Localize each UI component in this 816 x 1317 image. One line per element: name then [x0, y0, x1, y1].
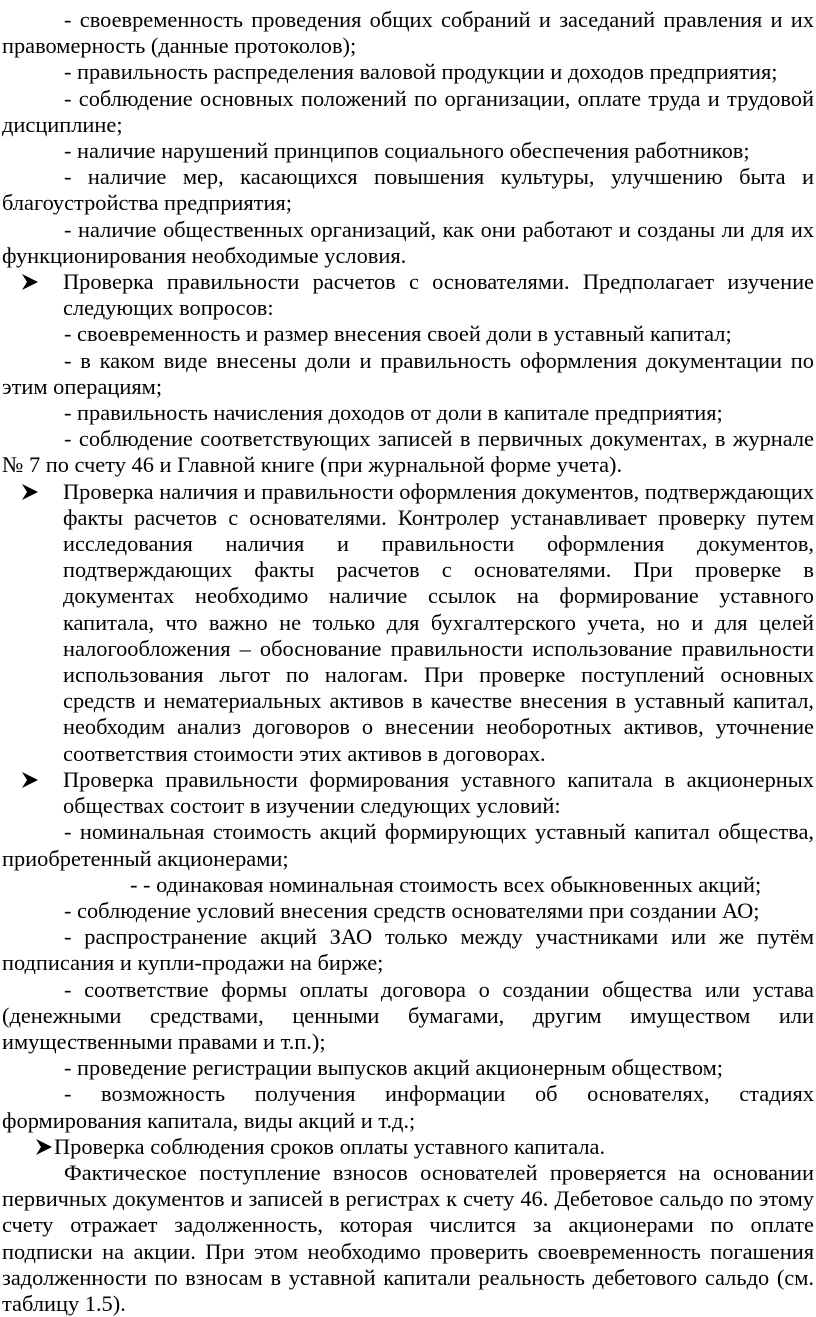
arrowhead-bullet-icon	[20, 269, 40, 295]
paragraph-text: Проверка правильности расчетов с основателями. Предполагает изучение следующих вопросов:	[63, 269, 814, 321]
paragraph	[2, 400, 814, 426]
paragraph-text: - своевременность проведения общих собраний и заседаний правления и их правомерность (данные протоколов);	[2, 7, 814, 59]
bullet-paragraph	[2, 479, 814, 767]
paragraph-text: - номинальная стоимость акций формирующих уставный капитал общества, приобретенный акционерами;	[2, 819, 814, 871]
paragraph	[2, 348, 814, 400]
paragraph	[2, 138, 814, 164]
paragraph	[2, 217, 814, 269]
paragraph-text: - соблюдение основных положений по организации, оплате труда и трудовой дисциплине;	[2, 85, 814, 137]
paragraph-text: - распространение акций ЗАО только между участниками или же путём подписания и купли-продажи на бирже;	[2, 924, 814, 976]
paragraph-text: - проведение регистрации выпусков акций акционерным обществом;	[64, 1055, 724, 1081]
paragraph-text: Проверка правильности формирования уставного капитала в акционерных обществах состоит в изучении следующих условий:	[63, 766, 814, 819]
paragraph	[2, 924, 814, 976]
paragraph-text: - возможность получения информации об основателях, стадиях формирования капитала, виды акций и т.д.;	[2, 1081, 814, 1133]
paragraph	[2, 1081, 814, 1133]
paragraph-text: - - одинаковая номинальная стоимость всех обыкновенных акций;	[130, 871, 762, 897]
paragraph-text: - правильность начисления доходов от доли в капитале предприятия;	[64, 400, 723, 426]
paragraph-text: - соблюдение условий внесения средств основателями при создании АО;	[64, 897, 760, 923]
paragraph-text: - своевременность и размер внесения своей доли в уставный капитал;	[64, 321, 732, 347]
paragraph	[2, 164, 814, 216]
arrowhead-bullet-icon	[20, 767, 40, 793]
paragraph-text: Фактическое поступление взносов основателей проверяется на основании первичных документов и записей в регистрах к счету 46. Дебетовое сальдо по этому счету отражает задолженность, которая числится за акционерами по оплате подписки на акции. При этом необходимо проверить своевременность погашения задолженности по взносам в уставной капитали реальность дебетового сальдо (см. таблицу 1.5).	[2, 1159, 814, 1316]
paragraph-text: - соблюдение соответствующих записей в первичных документах, в журнале № 7 по счету 46 и Главной книге (при журнальной форме учета).	[2, 426, 814, 478]
paragraph-text: - наличие общественных организаций, как они работают и созданы ли для их функционирования необходимые условия.	[2, 216, 814, 268]
arrowhead-bullet-icon	[34, 1134, 54, 1160]
paragraph	[2, 321, 814, 347]
arrowhead-bullet-icon	[20, 479, 40, 505]
paragraph-text: - в каком виде внесены доли и правильность оформления документации по этим операциям;	[2, 347, 814, 399]
paragraph	[2, 898, 814, 924]
bullet-paragraph	[2, 1134, 814, 1160]
paragraph-text: - наличие мер, касающихся повышения культуры, улучшению быта и благоустройства предприятия;	[2, 164, 814, 216]
bullet-paragraph	[2, 767, 814, 819]
paragraph	[2, 426, 814, 478]
paragraph-text: - правильность распределения валовой продукции и доходов предприятия;	[64, 59, 778, 85]
paragraph	[2, 1055, 814, 1081]
paragraph	[2, 819, 814, 871]
paragraph	[2, 59, 814, 85]
paragraph	[2, 1160, 814, 1317]
paragraph-text: - соответствие формы оплаты договора о создании общества или устава (денежными средствами, ценными бумагами, другим имуществом или имущественными правами и т.п.);	[2, 976, 814, 1054]
paragraph	[2, 86, 814, 138]
paragraph-text: Проверка соблюдения сроков оплаты уставного капитала.	[54, 1133, 606, 1159]
paragraph-text: - наличие нарушений принципов социального обеспечения работников;	[64, 138, 750, 164]
bullet-paragraph	[2, 269, 814, 321]
paragraph	[2, 7, 814, 59]
paragraph-text: Проверка наличия и правильности оформления документов, подтверждающих факты расчетов с основателями. Контролер устанавливает проверку путем исследования наличия и правильности оформления документов, подтверждающих факты расчетов с основателями. При проверке в документах необходимо наличие ссылок на формирование уставного капитала, что важно не только для бухгалтерского учета, но и для целей налогообложения – обоснование правильности использование правильности использования льгот по налогам. При проверке поступлений основных средств и нематериальных активов в качестве внесения в уставный капитал, необходим анализ договоров о внесении необоротных активов, уточнение соответствия стоимости этих активов в договорах.	[63, 478, 815, 766]
paragraph	[2, 872, 814, 898]
paragraph	[2, 977, 814, 1056]
